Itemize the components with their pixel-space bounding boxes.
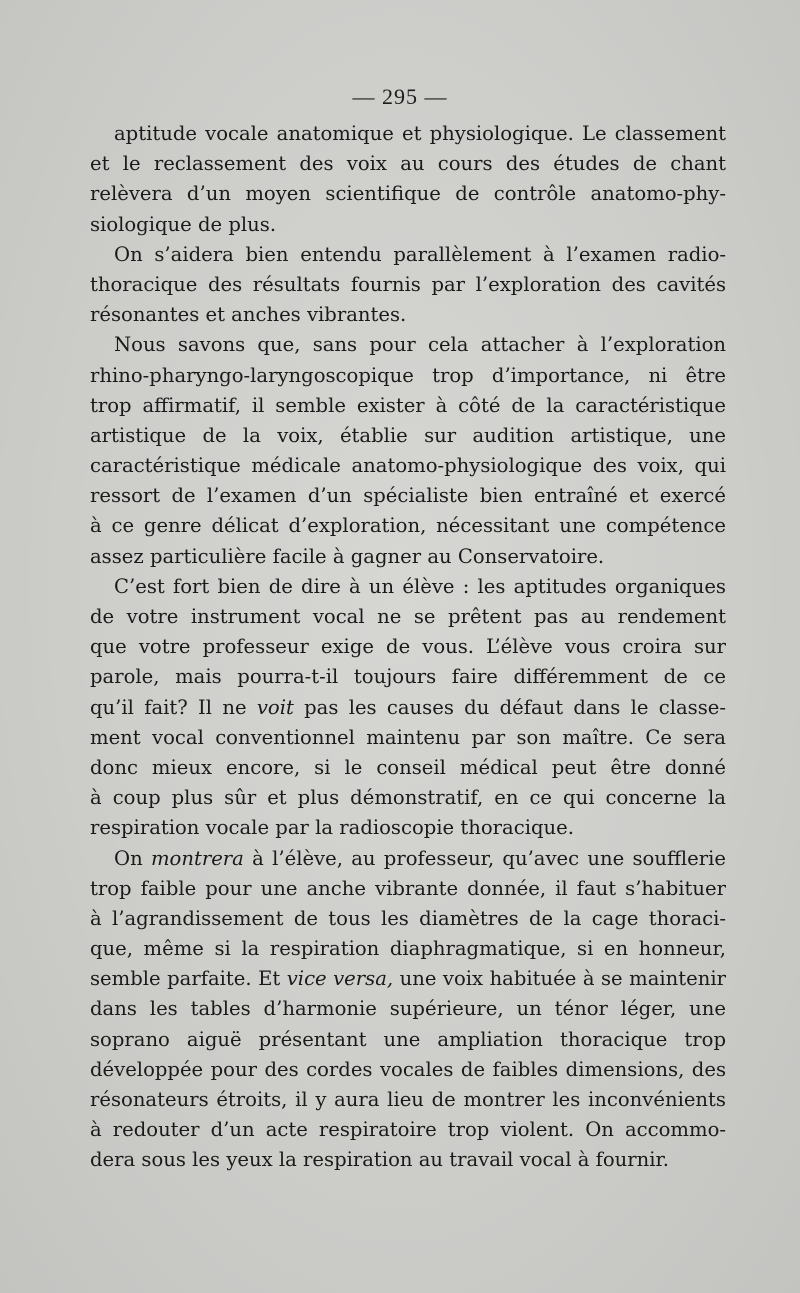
text-line: On s’aidera bien entendu parallèlement à l’examen radio- [114, 242, 726, 266]
text-line: à redouter d’un acte respiratoire trop violent. On accommo- [90, 1118, 726, 1142]
text-line: thoracique des résultats fournis par l’exploration des cavités [90, 272, 726, 296]
paragraph [90, 330, 726, 572]
text-line: trop faible pour une anche vibrante donnée, il faut s’habituer [90, 876, 726, 900]
paragraph [90, 119, 726, 240]
body-text [90, 119, 726, 1176]
text-line: ment vocal conventionnel maintenu par son maître. Ce sera [90, 725, 726, 749]
text-line: caractéristique médicale anatomo-physiologique des voix, qui [90, 454, 726, 478]
text-line: Nous savons que, sans pour cela attacher à l’exploration [114, 333, 726, 357]
text-line: dans les tables d’harmonie supérieure, un ténor léger, une [90, 997, 726, 1021]
text-line: On montrera à l’élève, au professeur, qu’avec une soufflerie [114, 846, 726, 870]
page-number: — 295 — [352, 84, 448, 109]
text-line: trop affirmatif, il semble exister à côté de la caractéristique [90, 393, 726, 417]
text-line: dera sous les yeux la respiration au travail vocal à fournir. [90, 1148, 669, 1172]
text-line: siologique de plus. [90, 212, 277, 236]
text-line: assez particulière facile à gagner au Conservatoire. [90, 544, 605, 568]
text-line: et le reclassement des voix au cours des études de chant [90, 152, 726, 176]
text-line: semble parfaite. Et vice versa, une voix habituée à se maintenir [90, 967, 726, 991]
text-line: qu’il fait? Il ne voit pas les causes du défaut dans le classe- [90, 695, 726, 719]
text-line: à coup plus sûr et plus démonstratif, en ce qui concerne la [90, 786, 726, 810]
text-line: rhino-pharyngo-laryngoscopique trop d’importance, ni être [90, 363, 726, 387]
text-line: résonantes et anches vibrantes. [90, 303, 407, 327]
text-line: que, même si la respiration diaphragmatique, si en honneur, [90, 937, 726, 961]
text-line: C’est fort bien de dire à un élève : les aptitudes organiques [114, 574, 726, 598]
paragraph [90, 240, 726, 331]
text-line: résonateurs étroits, il y aura lieu de montrer les inconvénients [90, 1088, 726, 1111]
text-line: soprano aiguë présentant une ampliation thoracique trop [90, 1027, 726, 1051]
text-line: développée pour des cordes vocales de faibles dimensions, des [90, 1057, 726, 1081]
text-line: donc mieux encore, si le conseil médical peut être donné [90, 755, 726, 779]
text-line: ressort de l’examen d’un spécialiste bien entraîné et exercé [90, 484, 726, 508]
paragraph [90, 572, 726, 844]
text-line: que votre professeur exige de vous. L’élève vous croira sur [90, 635, 726, 659]
text-line: relèvera d’un moyen scientifique de contrôle anatomo-phy- [90, 182, 726, 206]
text-line: artistique de la voix, établie sur audition artistique, une [90, 423, 726, 447]
text-line: parole, mais pourra-t-il toujours faire différemment de ce [90, 665, 726, 689]
text-line: à ce genre délicat d’exploration, nécessitant une compétence [90, 514, 726, 538]
text-line: à l’agrandissement de tous les diamètres de la cage thoraci- [90, 906, 726, 930]
text-line: aptitude vocale anatomique et physiologique. Le classement [114, 122, 726, 145]
text-line: de votre instrument vocal ne se prêtent pas au rendement [90, 605, 726, 628]
paragraph [90, 844, 726, 1176]
text-line: respiration vocale par la radioscopie thoracique. [90, 816, 574, 840]
